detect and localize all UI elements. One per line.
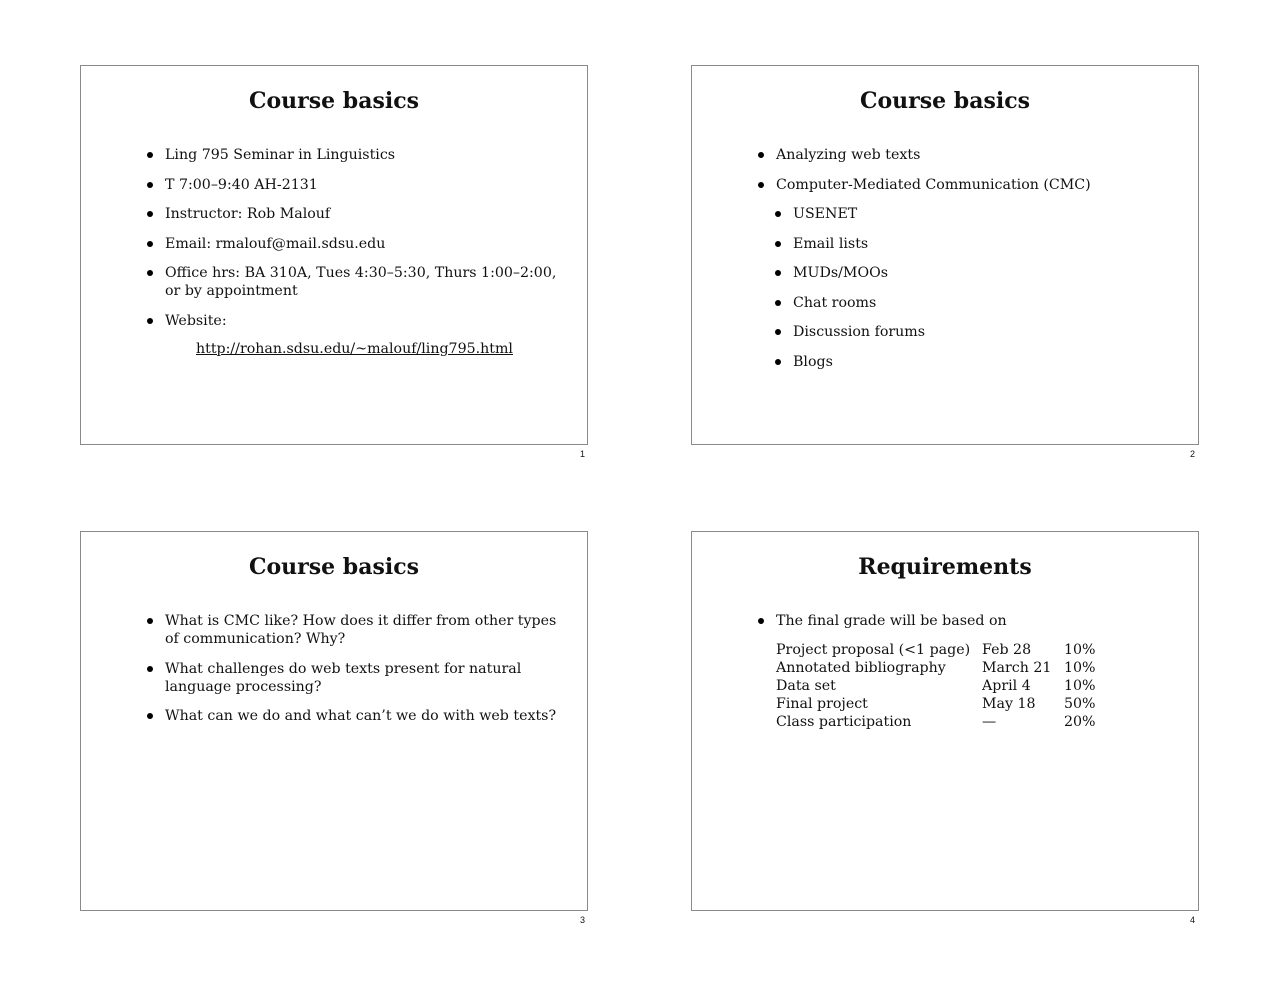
requirement-cell: Final project — [776, 696, 868, 712]
weight-cell: 10% — [1064, 678, 1096, 694]
table-row — [776, 695, 1096, 713]
weight-cell: 20% — [1064, 714, 1096, 730]
bullet-item: The final grade will be based on — [756, 612, 1176, 630]
table-row — [776, 677, 1096, 695]
slide-title: Course basics — [249, 554, 419, 580]
sub-bullet-item: Blogs — [773, 353, 1176, 371]
page-number: 2 — [1190, 449, 1196, 459]
website-link[interactable]: http://rohan.sdsu.edu/~malouf/ling795.html — [196, 341, 513, 357]
sub-bullet-item: Email lists — [773, 235, 1176, 253]
date-cell: April 4 — [982, 678, 1031, 694]
bullet-item: What is CMC like? How does it differ from other types of communication? Why? — [145, 612, 565, 648]
slide-3 — [80, 531, 588, 911]
page-number: 1 — [580, 449, 586, 459]
bullet-list — [756, 146, 1176, 382]
slide-title: Requirements — [858, 554, 1032, 580]
bullet-list — [145, 612, 565, 737]
page-number: 4 — [1190, 915, 1196, 925]
sub-bullet-item: MUDs/MOOs — [773, 264, 1176, 282]
weight-cell: 10% — [1064, 642, 1096, 658]
sub-bullet-item: Chat rooms — [773, 294, 1176, 312]
bullet-item: Ling 795 Seminar in Linguistics — [145, 146, 565, 164]
date-cell: Feb 28 — [982, 642, 1032, 658]
weight-cell: 50% — [1064, 696, 1096, 712]
date-cell: May 18 — [982, 696, 1036, 712]
requirement-cell: Data set — [776, 678, 836, 694]
bullet-item: What challenges do web texts present for natural language processing? — [145, 660, 565, 696]
bullet-item: Office hrs: BA 310A, Tues 4:30–5:30, Thurs 1:00–2:00, or by appointment — [145, 264, 565, 300]
requirement-cell: Class participation — [776, 714, 912, 730]
sub-bullet-item: USENET — [773, 205, 1176, 223]
date-cell: — — [982, 714, 997, 730]
sub-bullet-item: Discussion forums — [773, 323, 1176, 341]
slide-1 — [80, 65, 588, 445]
bullet-item: Analyzing web texts — [756, 146, 1176, 164]
weight-cell: 10% — [1064, 660, 1096, 676]
slide-title: Course basics — [249, 88, 419, 114]
bullet-item: Website: — [145, 312, 565, 330]
bullet-item: Email: rmalouf@mail.sdsu.edu — [145, 235, 565, 253]
bullet-list — [145, 146, 565, 341]
bullet-list — [756, 612, 1176, 642]
slide-title: Course basics — [860, 88, 1030, 114]
slide-4 — [691, 531, 1199, 911]
table-row — [776, 641, 1096, 659]
bullet-item: Instructor: Rob Malouf — [145, 205, 565, 223]
date-cell: March 21 — [982, 660, 1052, 676]
requirement-cell: Project proposal (<1 page) — [776, 642, 971, 658]
table-row — [776, 713, 1096, 731]
bullet-item: What can we do and what can’t we do with web texts? — [145, 707, 565, 725]
bullet-item: T 7:00–9:40 AH-2131 — [145, 176, 565, 194]
bullet-item: Computer-Mediated Communication (CMC) — [756, 176, 1176, 194]
table-row — [776, 659, 1096, 677]
requirement-cell: Annotated bibliography — [776, 660, 946, 676]
slide-2 — [691, 65, 1199, 445]
page-number: 3 — [580, 915, 586, 925]
grade-table — [776, 641, 1096, 731]
